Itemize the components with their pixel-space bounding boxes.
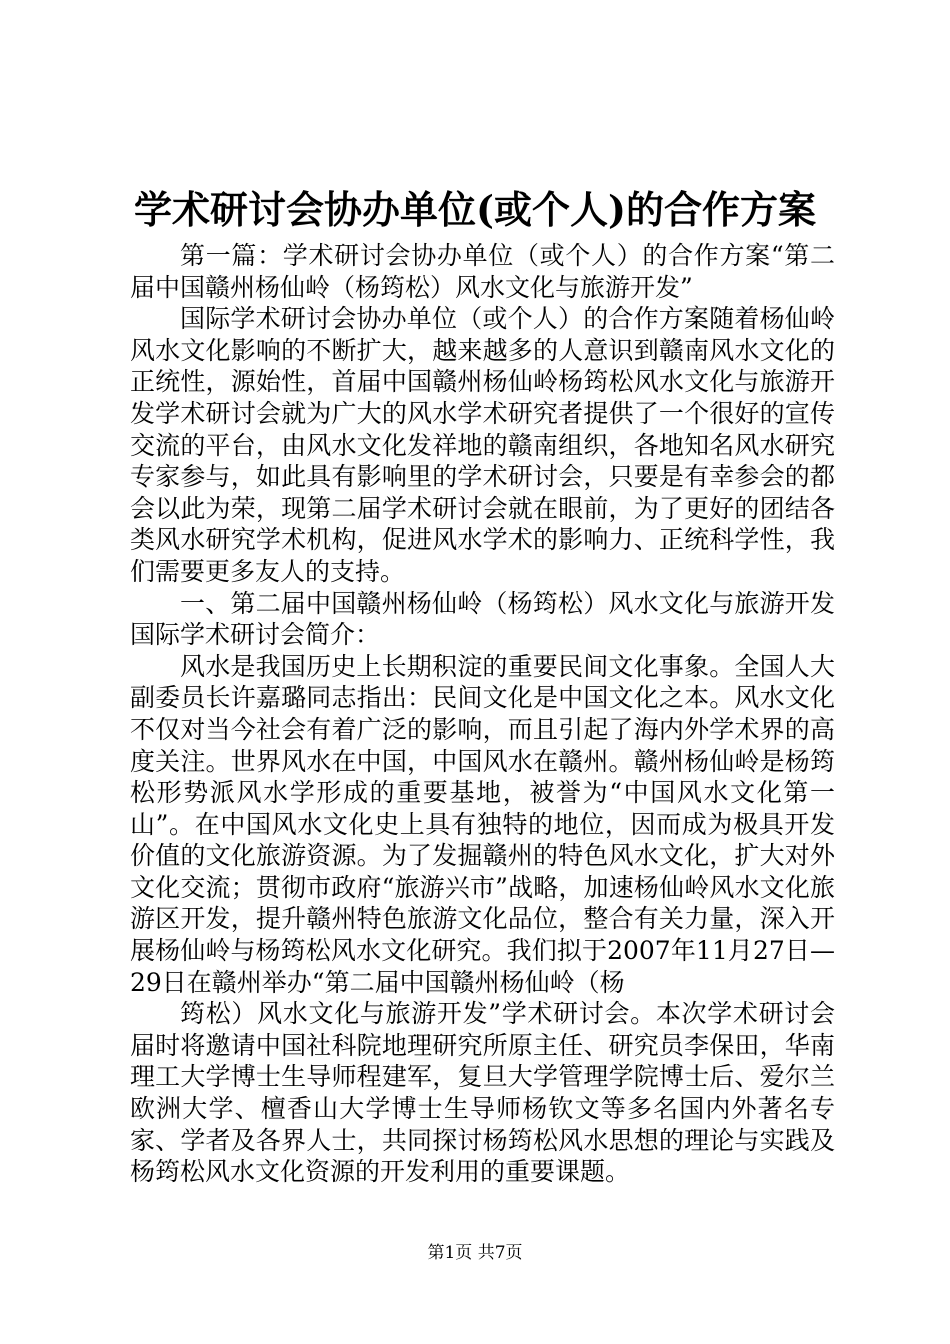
paragraph-1: 第一篇：学术研讨会协办单位（或个人）的合作方案“第二届中国赣州杨仙岭（杨筠松）风水文化与旅游开发” bbox=[130, 241, 835, 302]
document-title: 学术研讨会协办单位(或个人)的合作方案 bbox=[134, 187, 816, 232]
paragraph-5: 筠松）风水文化与旅游开发”学术研讨会。本次学术研讨会届时将邀请中国社科院地理研究所原主任、研究员李保田，华南理工大学博士生导师程建军，复旦大学管理学院博士后、爱尔兰欧洲大学、檀香山大学博士生导师杨钦文等多名国内外著名专家、学者及各界人士，共同探讨杨筠松风水思想的理论与实践及杨筠松风水文化资源的开发利用的重要课题。 bbox=[130, 999, 835, 1187]
paragraph-2: 国际学术研讨会协办单位（或个人）的合作方案随着杨仙岭风水文化影响的不断扩大，越来越多的人意识到赣南风水文化的正统性，源始性，首届中国赣州杨仙岭杨筠松风水文化与旅游开发学术研讨会就为广大的风水学术研究者提供了一个很好的宣传交流的平台，由风水文化发祥地的赣南组织，各地知名风水研究专家参与，如此具有影响里的学术研讨会，只要是有幸参会的都会以此为荣，现第二届学术研讨会就在眼前，为了更好的团结各类风水研究学术机构，促进风水学术的影响力、正统科学性，我们需要更多友人的支持。 bbox=[130, 304, 835, 586]
page-number-footer: 第1页 共7页 bbox=[427, 1243, 523, 1263]
document-body bbox=[130, 240, 835, 1188]
paragraph-3: 一、第二届中国赣州杨仙岭（杨筠松）风水文化与旅游开发国际学术研讨会简介： bbox=[130, 588, 835, 650]
paragraph-4: 风水是我国历史上长期积淀的重要民间文化事象。全国人大副委员长许嘉璐同志指出：民间文化是中国文化之本。风水文化不仅对当今社会有着广泛的影响，而且引起了海内外学术界的高度关注。世界风水在中国，中国风水在赣州。赣州杨仙岭是杨筠松形势派风水学形成的重要基地，被誉为“中国风水文化第一山”。在中国风水文化史上具有独特的地位，因而成为极具开发价值的文化旅游资源。为了发掘赣州的特色风水文化，扩大对外文化交流；贯彻市政府“旅游兴市”战略，加速杨仙岭风水文化旅游区开发，提升赣州特色旅游文化品位，整合有关力量，深入开展杨仙岭与杨筠松风水文化研究。我们拟于2007年11月27日—29日在赣州举办“第二届中国赣州杨仙岭（杨 bbox=[130, 651, 835, 997]
